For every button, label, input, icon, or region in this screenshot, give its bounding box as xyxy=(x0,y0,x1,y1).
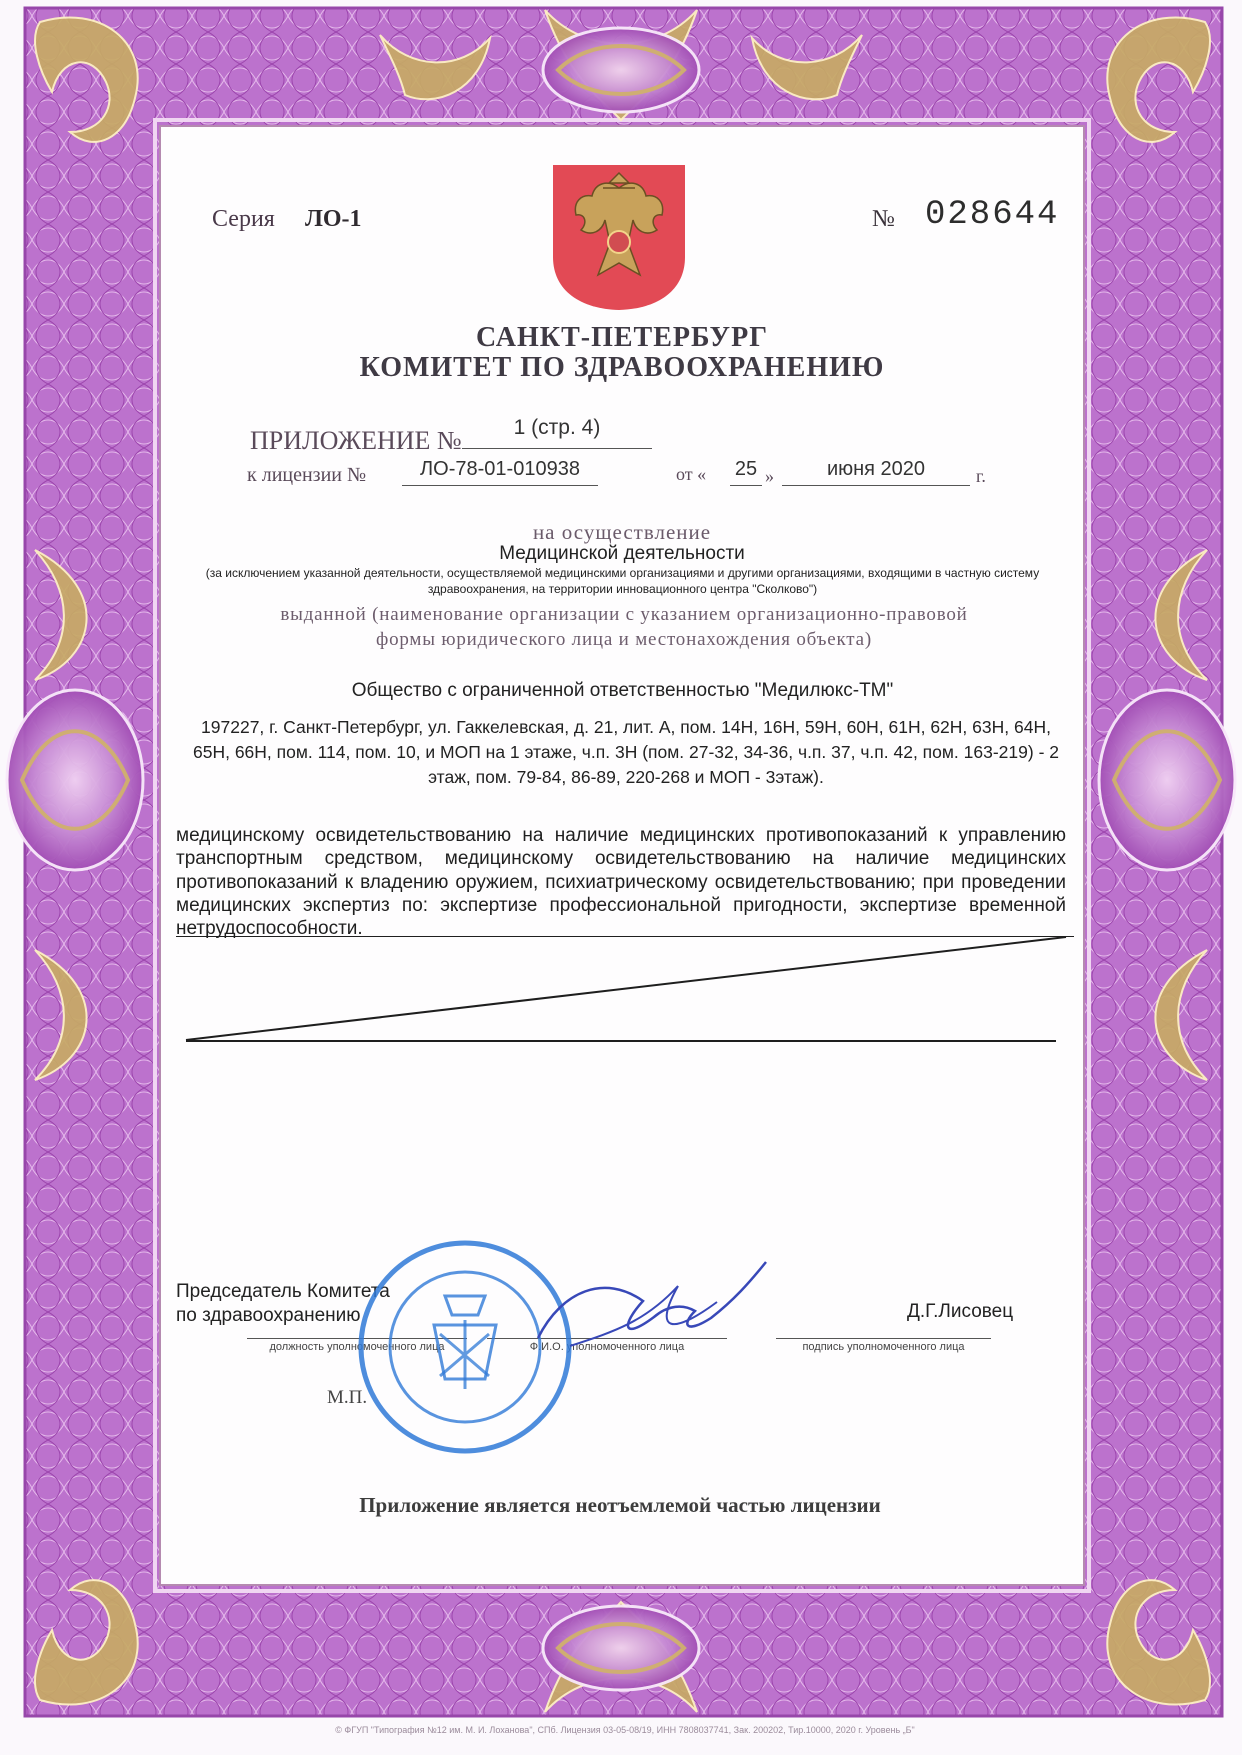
issued-label: выданной (наименование организации с указанием организационно-правовой формы юридического лица и местонахождения объекта) xyxy=(280,604,968,650)
license-label: к лицензии № xyxy=(247,464,367,486)
activity-exception: (за исключением указанной деятельности, осуществляемой медицинскими организациями и другими организациями, входящими в частную систему здравоохранения, на территории инновационного центра "Сколково") xyxy=(205,566,1040,597)
signature-label-block xyxy=(776,1338,991,1353)
position-caption: должность уполномоченного лица xyxy=(247,1338,467,1353)
issuer-city: САНКТ-ПЕТЕРБУРГ xyxy=(475,322,769,353)
issuer-committee: КОМИТЕТ ПО ЗДРАВООХРАНЕНИЮ xyxy=(359,352,885,383)
organization-address: 197227, г. Санкт-Петербург, ул. Гаккелевская, д. 21, лит. А, пом. 14Н, 16Н, 59Н, 60Н, 61Н, 62Н, 63Н, 64Н, 65Н, 66Н, пом. 114, пом. 10, и МОП на 1 этаже, ч.п. 3Н (пом. 27-32, 34-36, ч.п. 37, ч.п. 42, пом. 163-219) - 2 этаж, пом. 79-84, 86-89, 220-268 и МОП - 3этаж). xyxy=(193,717,1059,787)
appendix-value: 1 (стр. 4) xyxy=(462,416,652,449)
series-label: Серия xyxy=(212,206,275,232)
cancellation-diagonal-line xyxy=(176,937,1076,1049)
position-line-1: Председатель Комитета xyxy=(176,1281,390,1302)
date-from-label xyxy=(676,464,706,485)
closing-quote: » xyxy=(765,466,774,486)
coat-of-arms-icon xyxy=(553,165,685,310)
license-month-year: июня 2020 xyxy=(782,458,970,486)
stamp-place: М.П. xyxy=(327,1387,368,1408)
printer-imprint: © ФГУП "Типография №12 им. М. И. Лоханова", СПб. Лицензия 03-05-08/19, ИНН 7808037741, Зак. 200202, Тир.10000, 2020 г. Уровень „Б" xyxy=(335,1725,915,1735)
number-sign: № xyxy=(872,206,895,232)
name-caption: Ф.И.О. уполномоченного лица xyxy=(487,1338,727,1353)
year-suffix: г. xyxy=(976,466,986,486)
position-line-2: по здравоохранению xyxy=(176,1304,361,1326)
signature-caption: подпись уполномоченного лица xyxy=(776,1338,991,1353)
appendix-label: ПРИЛОЖЕНИЕ № xyxy=(250,426,462,455)
appendix-statement: Приложение является неотъемлемой частью лицензии xyxy=(359,1493,881,1517)
organization-name: Общество с ограниченной ответственностью "Медилюкс-ТМ" xyxy=(351,680,894,701)
series-value: ЛО-1 xyxy=(305,206,362,232)
license-number: ЛО-78-01-010938 xyxy=(402,458,598,486)
licensed-services: медицинскому освидетельствованию на наличие медицинских противопоказаний к управлению транспортным средством, медицинскому освидетельствованию на наличие медицинских противопоказаний к владению оружием, психиатрическому освидетельствованию; при проведении медицинских экспертиз по: экспертизе профессиональной пригодности, экспертизе временной нетрудоспособности. xyxy=(176,825,1066,940)
signatory-name: Д.Г.Лисовец xyxy=(907,1301,1014,1322)
opening-quote: « xyxy=(697,464,707,484)
from-word: от xyxy=(676,464,693,484)
handwritten-signature-icon xyxy=(530,1250,770,1370)
activity-name: Медицинской деятельности xyxy=(499,543,745,564)
document-number: 028644 xyxy=(925,196,1060,234)
implementation-label: на осуществление xyxy=(532,520,712,544)
license-day: 25 xyxy=(730,458,762,486)
